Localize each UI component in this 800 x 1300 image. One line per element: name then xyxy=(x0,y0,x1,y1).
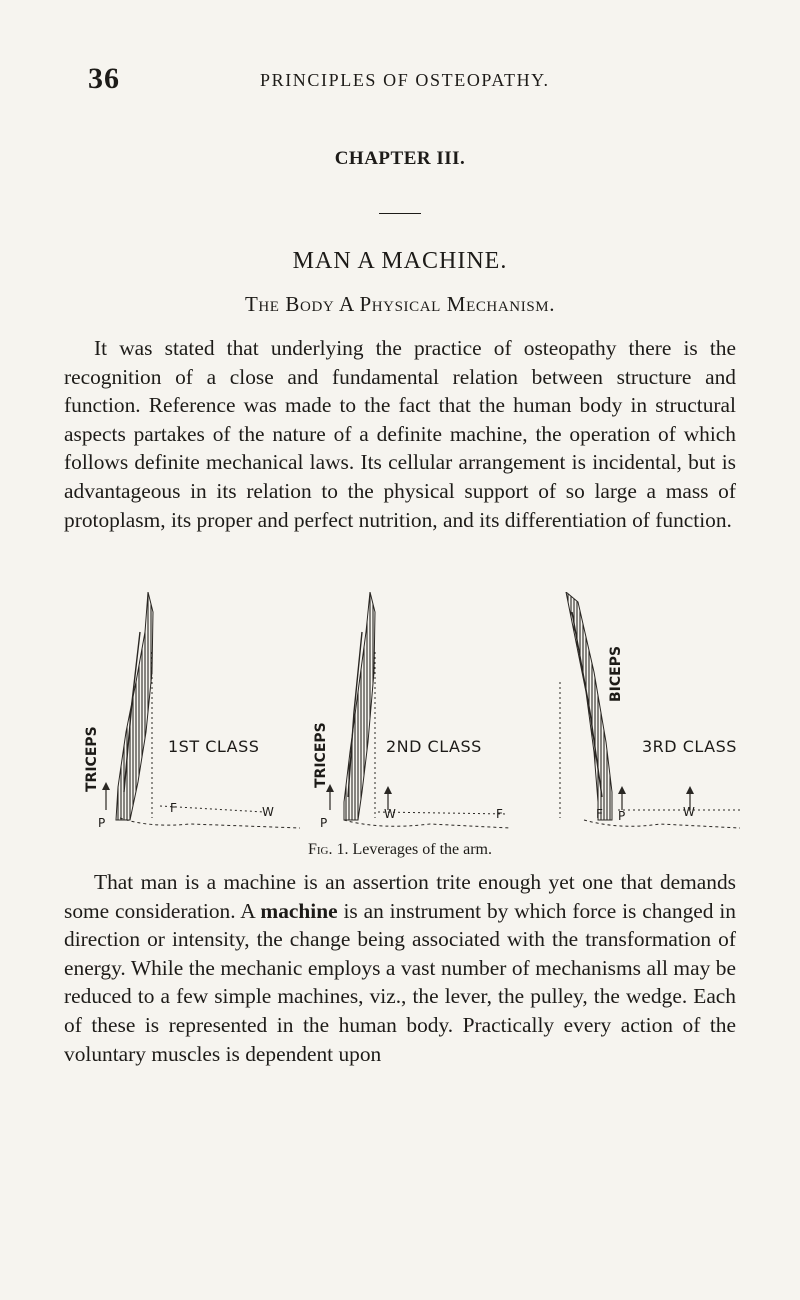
muscle-label: BICEPS xyxy=(608,645,624,702)
panel-first-class xyxy=(84,592,300,830)
leverage-diagram xyxy=(0,592,800,830)
fulcrum-label: F xyxy=(496,807,503,821)
chapter-title: MAN A MACHINE. xyxy=(292,248,508,274)
weight-label: W xyxy=(683,805,695,819)
chapter-subtitle: The Body A Physical Mechanism. xyxy=(244,292,556,316)
muscle-label: TRICEPS xyxy=(84,726,100,792)
chapter-label: CHAPTER III. xyxy=(334,148,466,169)
power-arrowhead xyxy=(102,782,110,790)
fulcrum-label: F xyxy=(596,807,603,821)
paragraph-2-rest: is an instrument by which force is changed in direction or intensity, the change being associated with the transformation of energy. While the mechanic employs a vast number of mechanisms all may be reduced to a few simple machines, viz., the lever, the pulley, the wedge. Each of these is represented in the human body. Practically every action of the voluntary muscles is dependent upon xyxy=(64,898,736,1066)
muscle-label: TRICEPS xyxy=(313,722,329,788)
weight-arrowhead xyxy=(686,786,694,794)
fulcrum-label: F xyxy=(170,801,177,815)
paragraph-2-start: That man is a machine is an assertion trite enough yet one that demands some consideration. A xyxy=(64,870,736,923)
force-arrowhead xyxy=(384,786,392,794)
forearm-outline xyxy=(120,818,300,828)
page-number: 36 xyxy=(88,62,120,95)
running-title: PRINCIPLES OF OSTEOPATHY. xyxy=(260,70,550,90)
figure-number: Fig. 1. xyxy=(308,841,349,858)
forearm-outline xyxy=(344,820,510,828)
power-label: P xyxy=(320,816,328,830)
section-rule xyxy=(379,213,421,214)
running-header xyxy=(0,62,800,96)
weight-label: W xyxy=(262,805,274,819)
figure-caption-text: Leverages of the arm. xyxy=(352,841,492,858)
paragraph-1: It was stated that underlying the practice of osteopathy there is the recognition of a close and fundamental relation between structure and function. Reference was made to the fact that the human body in structural aspects partakes of the nature of a definite machine, the operation of which follows definite mechanical laws. Its cellular arrangement is incidental, but is advantageous in its relation to the physical support of so large a mass of protoplasm, its proper and perfect nutrition, and its differentiation of function. xyxy=(64,336,736,532)
forearm-outline xyxy=(584,820,740,828)
panel-third-class xyxy=(560,592,740,828)
class-label: 1ST CLASS xyxy=(168,737,260,756)
power-arrowhead xyxy=(618,786,626,794)
paragraph-2 xyxy=(64,868,736,1068)
class-label: 3RD CLASS xyxy=(642,737,737,756)
lever-arm xyxy=(378,812,508,814)
term-machine: machine xyxy=(260,898,338,923)
panel-second-class xyxy=(313,592,510,830)
leverage-figure xyxy=(0,592,800,830)
class-label: 2ND CLASS xyxy=(386,737,482,756)
power-label: P xyxy=(618,809,626,823)
weight-label: W xyxy=(384,807,396,821)
power-label: P xyxy=(98,816,106,830)
upper-arm-bone xyxy=(116,592,153,820)
figure-caption xyxy=(0,841,800,859)
